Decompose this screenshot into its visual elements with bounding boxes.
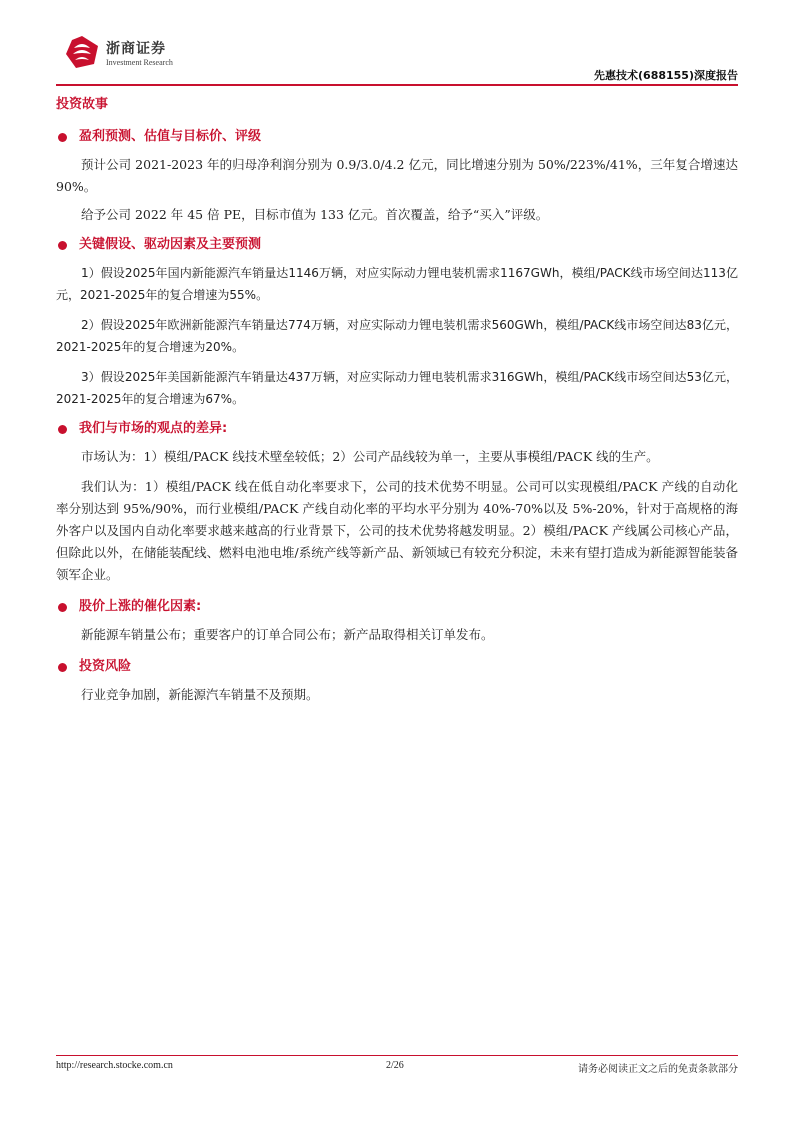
logo-english-name: Investment Research <box>106 58 173 67</box>
paragraph: 市场认为：1）模组/PACK 线技术壁垒较低；2）公司产品线较为单一，主要从事模组/PACK 线的生产。 <box>81 449 659 464</box>
paragraph: 预计公司 2021-2023 年的归母净利润分别为 0.9/3.0/4.2 亿元，同比增速分别为 50%/223%/41%，三年复合增速达 90%。 <box>56 157 738 194</box>
paragraph: 我们认为：1）模组/PACK 线在低自动化率要求下，公司的技术优势不明显。公司可以实现模组/PACK 产线的自动化率分别达到 95%/90%，而行业模组/PACK 产线自动化率的平均水平分别为 40%-70%以及 5%-20%，针对于高规格的海外客户以及国内自动化率要求越来越高的行业背景下，公司的技术优势将越发明显。2）模组/PACK 产线属公司核心产品，但除此以外，在储能装配线、燃料电池电堆/系统产线等新产品、新领域已有较充分积淀，未来有望打造成为新能源智能装备领军企业。 <box>56 479 738 582</box>
section-title: 我们与市场的观点的差异: <box>79 421 228 436</box>
paragraph: 2）假设2025年欧洲新能源汽车销量达774万辆，对应实际动力锂电装机需求560GWh，模组/PACK线市场空间达83亿元，2021-2025年的复合增速为20%。 <box>56 318 738 354</box>
section-title: 投资风险 <box>79 659 132 674</box>
paragraph: 给予公司 2022 年 45 倍 PE，目标市值为 133 亿元。首次覆盖，给予“买入”评级。 <box>81 207 549 222</box>
bullet-icon <box>58 241 67 250</box>
paragraph: 新能源车销量公布；重要客户的订单合同公布；新产品取得相关订单发布。 <box>81 627 494 642</box>
paragraph: 3）假设2025年美国新能源汽车销量达437万辆，对应实际动力锂电装机需求316GWh，模组/PACK线市场空间达53亿元，2021-2025年的复合增速为67%。 <box>56 370 738 406</box>
section-title: 关键假设、驱动因素及主要预测 <box>79 237 262 252</box>
brand-logo-icon <box>64 34 100 70</box>
footer-divider <box>56 1055 738 1056</box>
footer-url[interactable]: http://research.stocke.com.cn <box>56 1060 173 1071</box>
section-heading-views <box>56 418 738 440</box>
section-title: 盈利预测、估值与目标价、评级 <box>79 129 262 144</box>
bullet-icon <box>58 663 67 672</box>
section-heading-risks <box>56 656 738 678</box>
section-heading-assumptions <box>56 234 738 256</box>
paragraph: 1）假设2025年国内新能源汽车销量达1146万辆，对应实际动力锂电装机需求1167GWh，模组/PACK线市场空间达113亿元，2021-2025年的复合增速为55%。 <box>56 266 738 302</box>
section-title: 股价上涨的催化因素: <box>79 599 202 614</box>
paragraph: 行业竞争加剧，新能源汽车销量不及预期。 <box>81 687 319 702</box>
bullet-icon <box>58 425 67 434</box>
page-header <box>56 34 738 84</box>
story-title: 投资故事 <box>56 97 109 112</box>
header-divider <box>56 84 738 86</box>
section-heading-forecast <box>56 126 738 148</box>
page-number: 2/26 <box>386 1060 404 1071</box>
main-content <box>56 94 738 706</box>
bullet-icon <box>58 133 67 142</box>
bullet-icon <box>58 603 67 612</box>
section-heading-catalysts <box>56 596 738 618</box>
logo-chinese-name: 浙商证券 <box>106 41 166 57</box>
report-title: 先惠技术(688155)深度报告 <box>594 69 738 82</box>
footer-disclaimer: 请务必阅读正文之后的免责条款部分 <box>578 1064 738 1075</box>
